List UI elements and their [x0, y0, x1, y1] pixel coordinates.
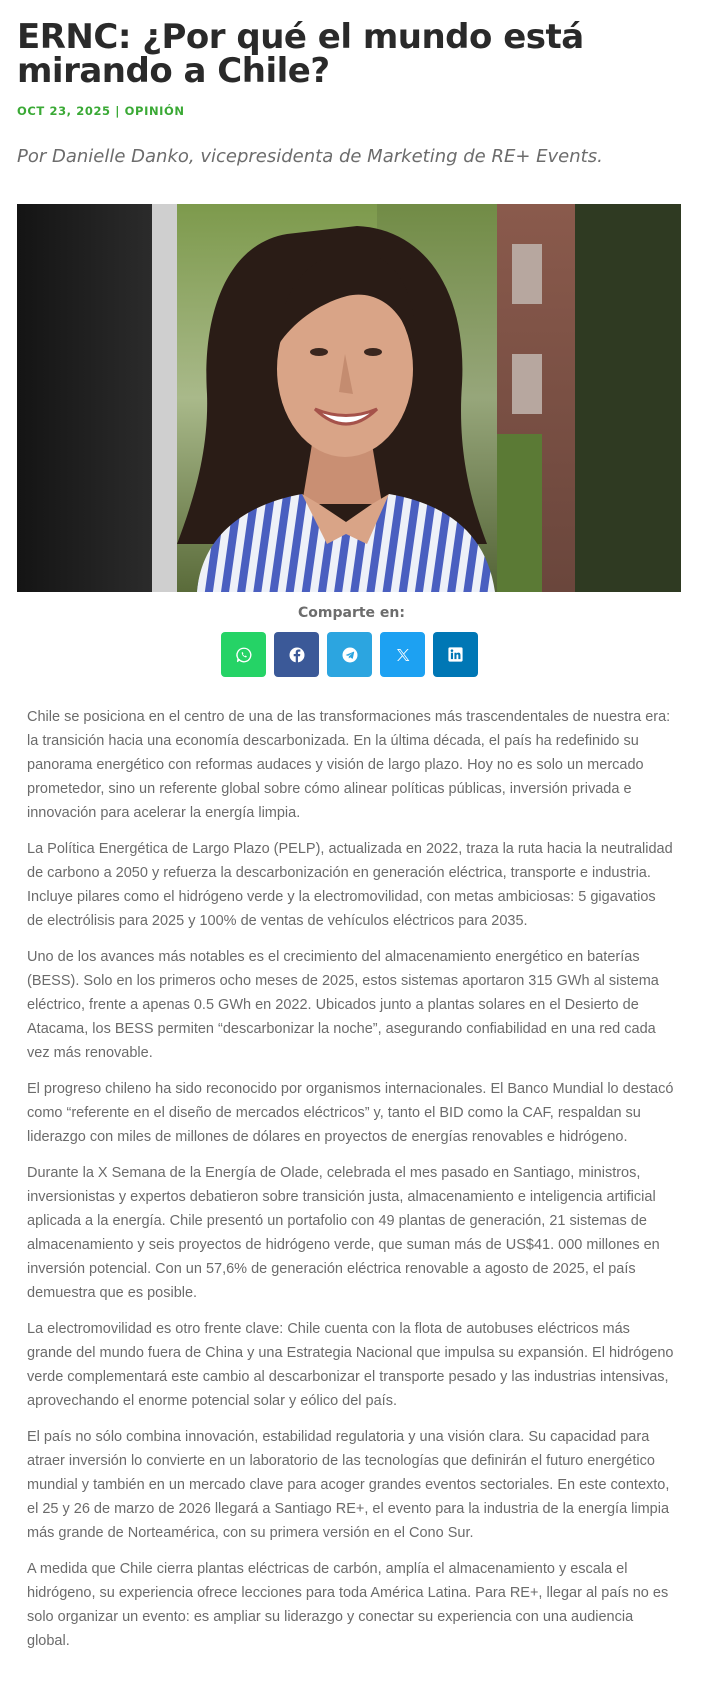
telegram-share-button[interactable]: [327, 632, 372, 677]
body-paragraph: El progreso chileno ha sido reconocido por organismos internacionales. El Banco Mundial lo destacó como “referente en el diseño de mercados eléctricos” y, tanto el BID como la CAF, respaldan su liderazgo con miles de millones de dólares en proyectos de energías renovables e hidrógeno.: [27, 1081, 674, 1145]
hero-photo: [17, 204, 681, 592]
facebook-icon: [288, 646, 306, 664]
article-byline: Por Danielle Danko, vicepresidenta de Marketing de RE+ Events.: [17, 146, 603, 167]
body-paragraph: El país no sólo combina innovación, estabilidad regulatoria y una visión clara. Su capacidad para atraer inversión lo convierte en un laboratorio de las tecnologías que definirán el futuro energético mundial y también en un mercado clave para acoger grandes eventos sectoriales. En este contexto, el 25 y 26 de marzo de 2026 llegará a Santiago RE+, el evento para la industria de la energía limpia más grande de Norteamérica, con su primera versión en el Cono Sur.: [27, 1429, 670, 1541]
article-body: [27, 705, 675, 1665]
meta-separator: |: [110, 104, 125, 118]
whatsapp-icon: [235, 646, 253, 664]
linkedin-icon: [447, 646, 464, 663]
body-paragraph: La electromovilidad es otro frente clave: Chile cuenta con la flota de autobuses eléctricos más grande del mundo fuera de China y una Estrategia Nacional que impulsa su expansión. El hidrógeno verde complementará este cambio al descarbonizar el transporte pesado y las industrias intensivas, aprovechando el enorme potencial solar y eólico del país.: [27, 1321, 674, 1409]
article-title: ERNC: ¿Por qué el mundo está mirando a Chile?: [17, 17, 584, 91]
share-buttons: [221, 632, 478, 677]
body-paragraph: Durante la X Semana de la Energía de Olade, celebrada el mes pasado en Santiago, ministros, inversionistas y expertos debatieron sobre transición justa, almacenamiento e inteligencia artificial aplicada a la energía. Chile presentó un portafolio con 49 plantas de generación, 21 sistemas de almacenamiento y seis proyectos de hidrógeno verde, que suman más de US$41. 000 millones en inversión potencial. Con un 57,6% de generación eléctrica renovable a agosto de 2025, el país demuestra que es posible.: [27, 1165, 660, 1301]
body-paragraph: La Política Energética de Largo Plazo (PELP), actualizada en 2022, traza la ruta hacia la neutralidad de carbono a 2050 y refuerza la descarbonización en generación eléctrica, transporte e industria. Incluye pilares como el hidrógeno verde y la electromovilidad, con metas ambiciosas: 5 gigavatios de electrólisis para 2025 y 100% de ventas de vehículos eléctricos para 2035.: [27, 841, 673, 929]
article-date[interactable]: OCT 23, 2025: [17, 104, 111, 118]
facebook-share-button[interactable]: [274, 632, 319, 677]
x-share-button[interactable]: [380, 632, 425, 677]
article-meta: [17, 104, 185, 118]
linkedin-share-button[interactable]: [433, 632, 478, 677]
body-paragraph: Chile se posiciona en el centro de una de las transformaciones más trascendentales de nuestra era: la transición hacia una economía descarbonizada. En la última década, el país ha redefinido su panorama energético con reformas audaces y visión de largo plazo. Hoy no es solo un mercado prometedor, sino un referente global sobre cómo alinear políticas públicas, inversión privada e innovación para acelerar la energía limpia.: [27, 709, 671, 821]
telegram-icon: [341, 646, 359, 664]
share-label: Comparte en:: [298, 605, 405, 621]
body-paragraph: Uno de los avances más notables es el crecimiento del almacenamiento energético en baterías (BESS). Solo en los primeros ocho meses de 2025, estos sistemas aportaron 315 GWh al sistema eléctrico, frente a apenas 0.5 GWh en 2022. Ubicados junto a plantas solares en el Desierto de Atacama, los BESS permiten “descarbonizar la noche”, asegurando confiabilidad en una red cada vez más renovable.: [27, 949, 659, 1061]
x-icon: [394, 646, 412, 664]
article-category[interactable]: OPINIÓN: [124, 104, 185, 118]
body-paragraph: A medida que Chile cierra plantas eléctricas de carbón, amplía el almacenamiento y escala el hidrógeno, su experiencia ofrece lecciones para toda América Latina. Para RE+, llegar al país no es solo organizar un evento: es ampliar su liderazgo y conectar su experiencia con una audiencia global.: [27, 1561, 669, 1649]
portrait-illustration: [17, 204, 681, 592]
whatsapp-share-button[interactable]: [221, 632, 266, 677]
